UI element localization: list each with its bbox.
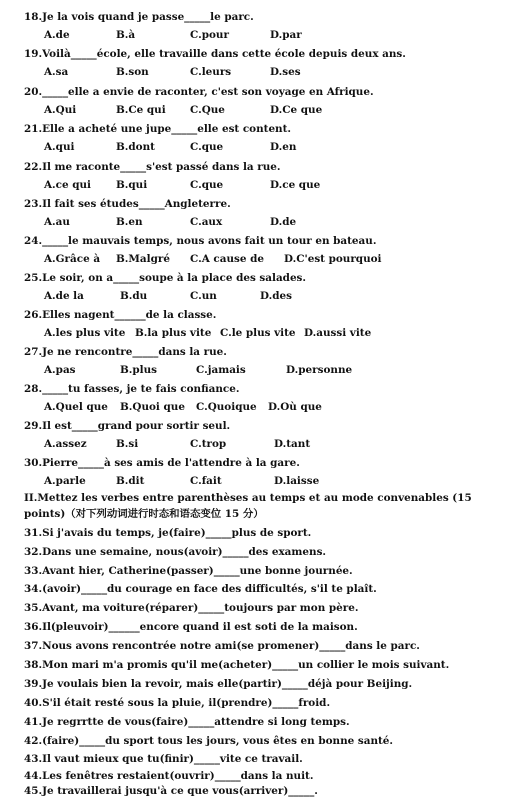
- section-ii-heading: II.Mettez les verbes entre parenthèses au temps et au mode convenables (15 points)（对下列动词进行时态和语态变位 15 分）: [24, 492, 472, 520]
- question-28: 28._____tu fasses, je te fais confiance.: [24, 383, 240, 395]
- options-25: [0, 289, 518, 303]
- option-d: D.personne: [286, 364, 353, 376]
- option-c: C.Que: [190, 104, 225, 116]
- option-b: B.Quoi que: [120, 401, 185, 413]
- option-c: C.Quoique: [196, 401, 257, 413]
- option-d: D.Ce que: [270, 104, 323, 116]
- option-a: A.qui: [44, 141, 75, 153]
- option-a: A.Grâce à: [44, 253, 101, 265]
- option-b: B.du: [120, 290, 148, 302]
- option-c: C.fait: [190, 475, 222, 487]
- verb-item-37: 37.Nous avons rencontrée notre ami(se promener)_____dans le parc.: [24, 640, 420, 652]
- question-19: 19.Voilà_____école, elle travaille dans cette école depuis deux ans.: [24, 48, 406, 60]
- question-21: 21.Elle a acheté une jupe_____elle est content.: [24, 123, 292, 135]
- option-d: D.ce que: [270, 179, 321, 191]
- question-29: 29.Il est_____grand pour sortir seul.: [24, 420, 231, 432]
- verb-item-39: 39.Je voulais bien la revoir, mais elle(partir)_____déjà pour Beijing.: [24, 678, 413, 690]
- verb-item-43: 43.Il vaut mieux que tu(finir)_____vite ce travail.: [24, 753, 303, 765]
- option-b: B.Ce qui: [116, 104, 166, 116]
- option-b: B.dont: [116, 141, 155, 153]
- verb-item-32: 32.Dans une semaine, nous(avoir)_____des examens.: [24, 546, 327, 558]
- option-a: A.les plus vite: [44, 327, 126, 339]
- verb-item-34: 34.(avoir)_____du courage en face des difficultés, s'il te plaît.: [24, 583, 377, 595]
- option-a: A.Qui: [44, 104, 77, 116]
- option-b: B.la plus vite: [135, 327, 212, 339]
- option-d: D.en: [270, 141, 297, 153]
- options-24: [0, 252, 518, 266]
- option-c: C.leurs: [190, 66, 232, 78]
- option-a: A.au: [44, 216, 70, 228]
- option-a: A.sa: [44, 66, 69, 78]
- option-c: C.que: [190, 179, 224, 191]
- option-d: D.de: [270, 216, 297, 228]
- option-d: D.Où que: [268, 401, 322, 413]
- option-b: B.plus: [120, 364, 158, 376]
- options-18: [0, 28, 518, 42]
- options-30: [0, 474, 518, 488]
- option-c: C.pour: [190, 29, 229, 41]
- question-24: 24._____le mauvais temps, nous avons fait un tour en bateau.: [24, 235, 377, 247]
- options-26: [0, 326, 518, 340]
- verb-item-42: 42.(faire)_____du sport tous les jours, vous êtes en bonne santé.: [24, 735, 394, 747]
- verb-item-40: 40.S'il était resté sous la pluie, il(prendre)_____froid.: [24, 697, 331, 709]
- question-27: 27.Je ne rencontre_____dans la rue.: [24, 346, 227, 358]
- option-a: A.ce qui: [44, 179, 92, 191]
- question-22: 22.Il me raconte_____s'est passé dans la rue.: [24, 161, 281, 173]
- option-d: D.par: [270, 29, 302, 41]
- question-20: 20._____elle a envie de raconter, c'est son voyage en Afrique.: [24, 86, 374, 98]
- option-a: A.assez: [44, 438, 87, 450]
- options-22: [0, 178, 518, 192]
- option-c: C.le plus vite: [220, 327, 296, 339]
- option-c: C.A cause de: [190, 253, 264, 265]
- option-a: A.pas: [44, 364, 76, 376]
- option-d: D.tant: [274, 438, 311, 450]
- verb-item-45: 45.Je travaillerai jusqu'à ce que vous(arriver)_____.: [24, 785, 318, 797]
- option-d: D.laisse: [274, 475, 320, 487]
- option-c: C.que: [190, 141, 224, 153]
- options-28: [0, 400, 518, 414]
- question-25: 25.Le soir, on a_____soupe à la place des salades.: [24, 272, 307, 284]
- verb-item-31: 31.Si j'avais du temps, je(faire)_____plus de sport.: [24, 527, 312, 539]
- option-b: B.son: [116, 66, 149, 78]
- question-30: 30.Pierre_____à ses amis de l'attendre à la gare.: [24, 457, 300, 469]
- option-a: A.Quel que: [44, 401, 108, 413]
- verb-item-38: 38.Mon mari m'a promis qu'il me(acheter)_____un collier le mois suivant.: [24, 659, 450, 671]
- option-d: D.C'est pourquoi: [284, 253, 382, 265]
- options-21: [0, 140, 518, 154]
- option-b: B.Malgré: [116, 253, 170, 265]
- verb-item-35: 35.Avant, ma voiture(réparer)_____toujours par mon père.: [24, 602, 359, 614]
- option-c: C.aux: [190, 216, 223, 228]
- option-c: C.trop: [190, 438, 227, 450]
- option-b: B.dit: [116, 475, 145, 487]
- question-26: 26.Elles nagent______de la classe.: [24, 309, 217, 321]
- option-c: C.jamais: [196, 364, 246, 376]
- option-c: C.un: [190, 290, 217, 302]
- option-b: B.si: [116, 438, 139, 450]
- verb-item-33: 33.Avant hier, Catherine(passer)_____une bonne journée.: [24, 565, 353, 577]
- option-d: D.aussi vite: [304, 327, 372, 339]
- options-19: [0, 65, 518, 79]
- option-d: D.des: [260, 290, 292, 302]
- option-d: D.ses: [270, 66, 301, 78]
- options-23: [0, 215, 518, 229]
- options-20: [0, 103, 518, 117]
- verb-item-41: 41.Je regrrtte de vous(faire)_____attendre si long temps.: [24, 716, 350, 728]
- option-a: A.parle: [44, 475, 86, 487]
- options-29: [0, 437, 518, 451]
- verb-item-36: 36.Il(pleuvoir)______encore quand il est soti de la maison.: [24, 621, 358, 633]
- question-23: 23.Il fait ses études_____Angleterre.: [24, 198, 231, 210]
- option-b: B.qui: [116, 179, 148, 191]
- options-27: [0, 363, 518, 377]
- option-b: B.à: [116, 29, 136, 41]
- verb-item-44: 44.Les fenêtres restaient(ouvrir)_____dans la nuit.: [24, 770, 314, 782]
- question-18: 18.Je la vois quand je passe_____le parc.: [24, 11, 254, 23]
- option-b: B.en: [116, 216, 143, 228]
- option-a: A.de la: [44, 290, 84, 302]
- option-a: A.de: [44, 29, 70, 41]
